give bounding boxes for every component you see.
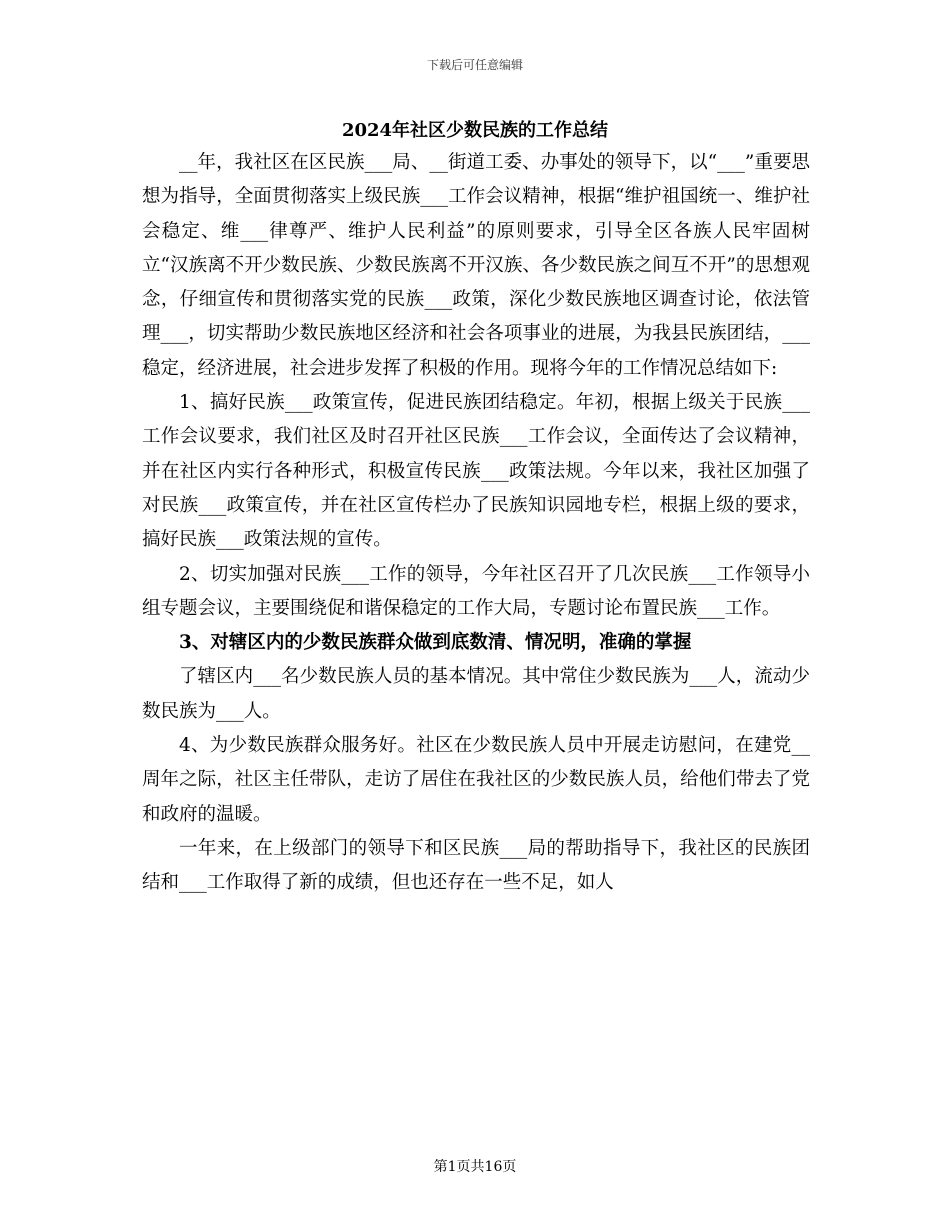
document-body: [142, 146, 810, 901]
document-title: 2024年社区少数民族的工作总结: [341, 120, 609, 141]
item-2-paragraph: 2、切实加强对民族___工作的领导，今年社区召开了几次民族___工作领导小组专题会议，主要围绕促和谐保稳定的工作大局，专题讨论布置民族___工作。: [142, 563, 810, 619]
intro-paragraph: __年，我社区在区民族___局、__街道工委、办事处的领导下，以“___”重要思想为指导，全面贯彻落实上级民族___工作会议精神，根据“维护祖国统一、维护社会稳定、维___律尊严、维护人民利益”的原则要求，引导全区各族人民牢固树立“汉族离不开少数民族、少数民族离不开汉族、各少数民族之间互不开”的思想观念，仔细宣传和贯彻落实党的民族___政策，深化少数民族地区调查讨论，依法管理___，切实帮助少数民族地区经济和社会各项事业的进展，为我县民族团结，___稳定，经济进展，社会进步发挥了积极的作用。现将今年的工作情况总结如下:: [142, 152, 810, 379]
page-number: 第1页共16页: [433, 1159, 517, 1175]
item-3-heading: 3、对辖区内的少数民族群众做到底数清、情况明，准确的掌握: [179, 632, 692, 654]
summary-paragraph: 一年来，在上级部门的领导下和区民族___局的帮助指导下，我社区的民族团结和___工作取得了新的成绩，但也还存在一些不足，如人: [142, 837, 810, 894]
item-1-paragraph: 1、搞好民族___政策宣传，促进民族团结稳定。年初，根据上级关于民族___工作会议要求，我们社区及时召开社区民族___工作会议，全面传达了会议精神，并在社区内实行各种形式，积极宣传民族___政策法规。今年以来，我社区加强了对民族___政策宣传，并在社区宣传栏办了民族知识园地专栏，根据上级的要求，搞好民族___政策法规的宣传。: [142, 392, 810, 551]
item-4-paragraph: 4、为少数民族群众服务好。社区在少数民族人员中开展走访慰问，在建党__周年之际，社区主任带队，走访了居住在我社区的少数民族人员，给他们带去了党和政府的温暖。: [142, 735, 810, 825]
page-header-note: 下载后可任意编辑: [426, 58, 523, 72]
item-3-paragraph: 了辖区内___名少数民族人员的基本情况。其中常住少数民族为___人，流动少数民族为___人。: [142, 666, 810, 722]
